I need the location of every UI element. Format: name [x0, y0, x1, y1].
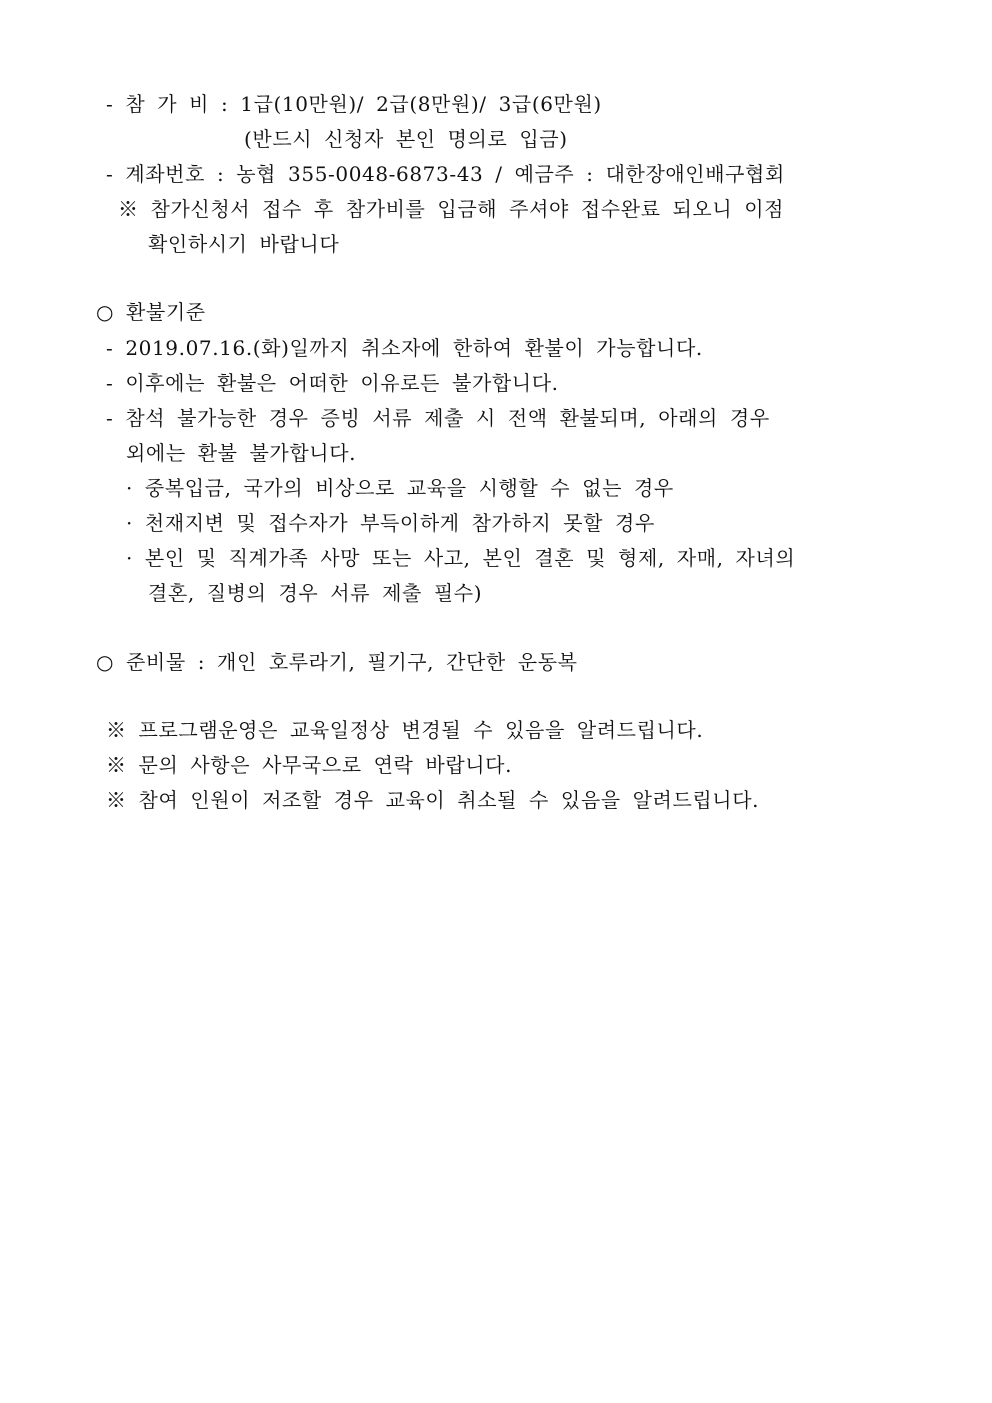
supplies-line: ○ 준비물 : 개인 호루라기, 필기구, 간단한 운동복	[96, 650, 578, 674]
refund-exception-duplicate: · 중복입금, 국가의 비상으로 교육을 시행할 수 없는 경우	[126, 476, 674, 500]
refund-exception-disaster: · 천재지변 및 접수자가 부득이하게 참가하지 못할 경우	[126, 511, 655, 535]
refund-item-after: - 이후에는 환불은 어떠한 이유로든 불가합니다.	[106, 371, 559, 395]
refund-heading: ○ 환불기준	[96, 300, 206, 324]
refund-item-deadline: - 2019.07.16.(화)일까지 취소자에 한하여 환불이 가능합니다.	[106, 336, 703, 360]
account-line: - 계좌번호 : 농협 355-0048-6873-43 / 예금주 : 대한장애인배구협회	[106, 162, 785, 186]
payment-note-continuation: 확인하시기 바랍니다	[148, 232, 340, 256]
refund-exception-family: · 본인 및 직계가족 사망 또는 사고, 본인 결혼 및 형제, 자매, 자녀의	[126, 546, 796, 570]
fee-note-line: (반드시 신청자 본인 명의로 입금)	[244, 127, 568, 151]
refund-item-absence-continuation: 외에는 환불 불가합니다.	[126, 441, 357, 465]
note-schedule-change: ※ 프로그램운영은 교육일정상 변경될 수 있음을 알려드립니다.	[106, 718, 704, 742]
refund-item-absence: - 참석 불가능한 경우 증빙 서류 제출 시 전액 환불되며, 아래의 경우	[106, 406, 770, 430]
refund-exception-family-continuation: 결혼, 질병의 경우 서류 제출 필수)	[148, 581, 483, 605]
payment-note-line: ※ 참가신청서 접수 후 참가비를 입금해 주셔야 접수완료 되오니 이점	[118, 197, 785, 221]
fee-line: - 참 가 비 : 1급(10만원)/ 2급(8만원)/ 3급(6만원)	[106, 92, 602, 116]
note-contact-office: ※ 문의 사항은 사무국으로 연락 바랍니다.	[106, 753, 513, 777]
note-cancellation: ※ 참여 인원이 저조할 경우 교육이 취소될 수 있음을 알려드립니다.	[106, 788, 760, 812]
